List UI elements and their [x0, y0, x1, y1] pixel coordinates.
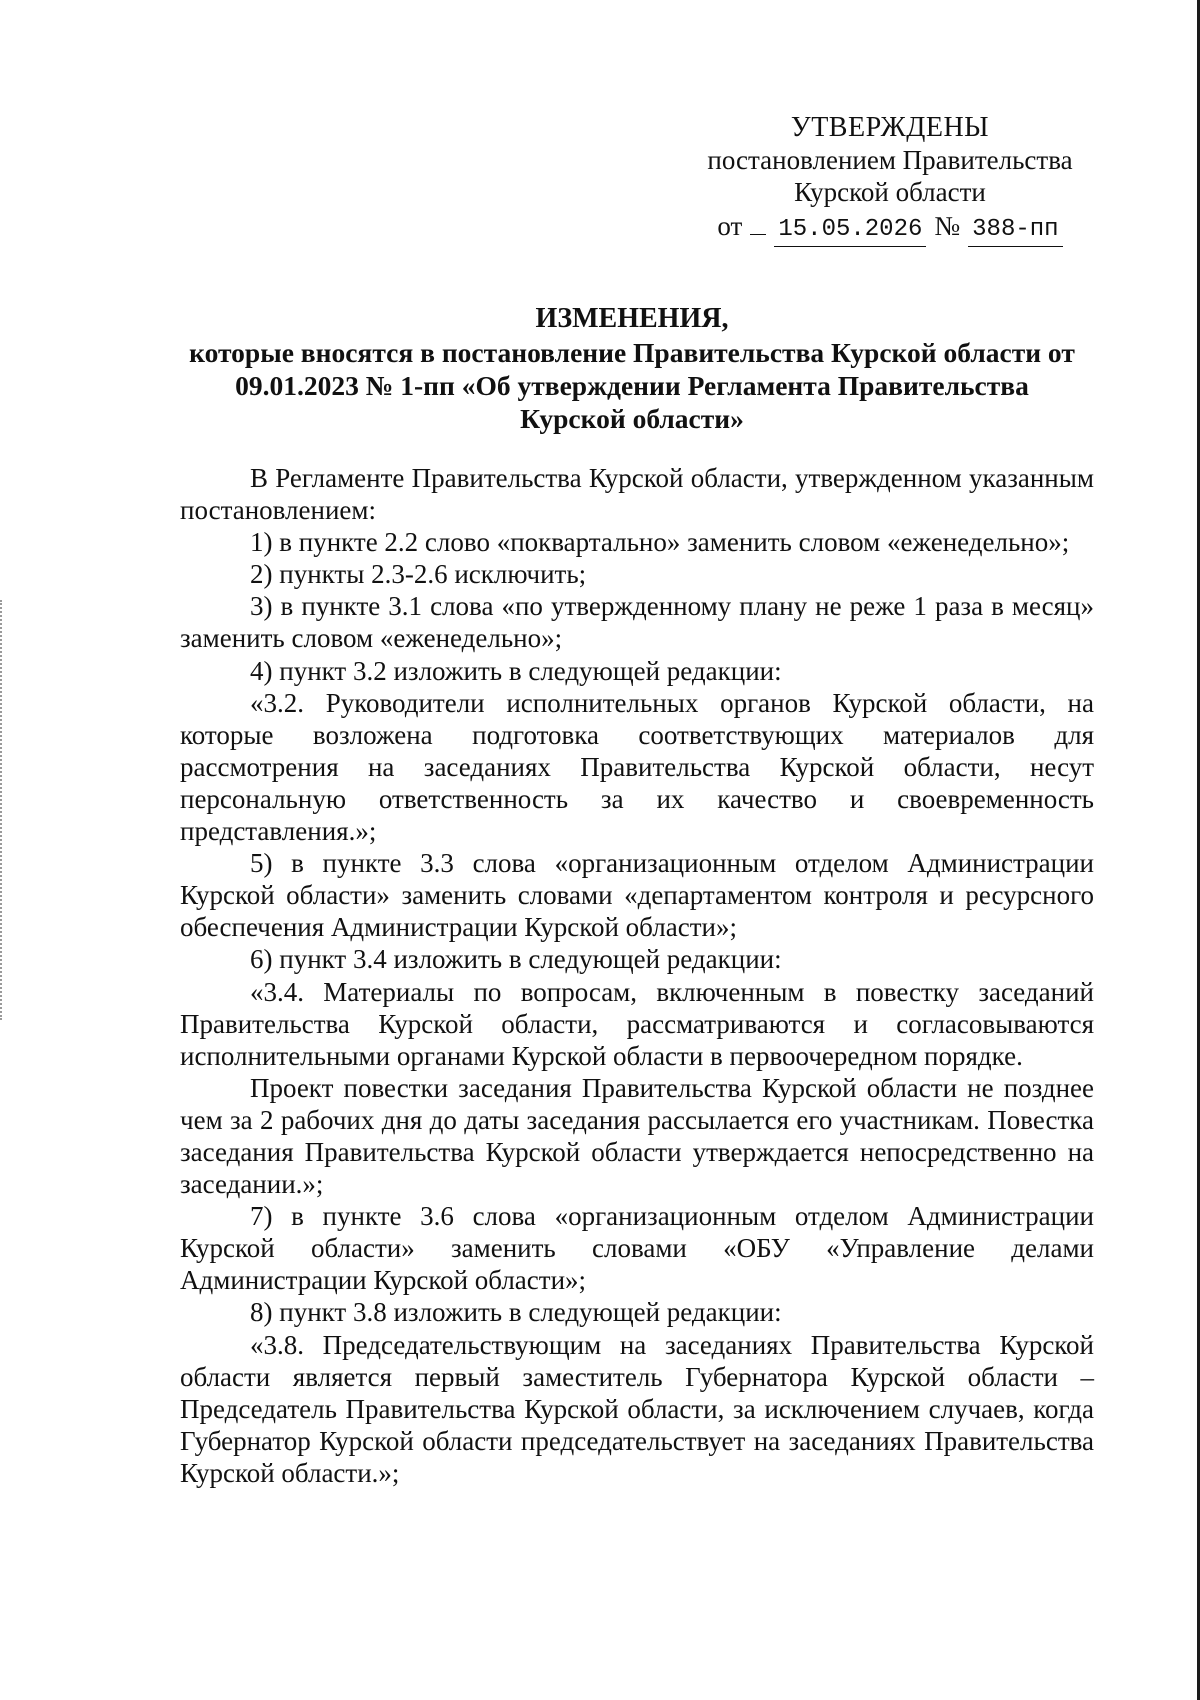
paragraph-clause-3-8: «3.8. Председательствующим на заседаниях Правительства Курской области является первый заместитель Губернатора Курской области – Председатель Правительства Курской области, за исключением случаев, когда Губернатор Курской области председательствует на заседаниях Правительства Курской области.»; — [180, 1329, 1094, 1488]
paragraph-clause-3-2: «3.2. Руководители исполнительных органов Курской области, на которые возложена подготовка соответствующих материалов для рассмотрения на заседаниях Правительства Курской области, несут персональную ответственность за их качество и своевременность представления.»; — [180, 687, 1094, 847]
approval-line-2: Курской области — [794, 177, 986, 207]
scan-margin-marks — [0, 600, 4, 1020]
paragraph-item-7: 7) в пункте 3.6 слова «организационным отделом Администрации Курской области» заменить словами «ОБУ «Управление делами Администрации Курской области»; — [180, 1201, 1094, 1296]
paragraph-item-6: 6) пункт 3.4 изложить в следующей редакции: — [250, 944, 782, 975]
paragraph-clause-3-4-agenda: Проект повестки заседания Правительства Курской области не позднее чем за 2 рабочих дня до даты заседания рассылается его участникам. Повестка заседания Правительства Курской области утверждается непосредственно на заседании.»; — [180, 1072, 1094, 1200]
title-sub-line-2: 09.01.2023 № 1-пп «Об утверждении Регламента Правительства — [235, 370, 1029, 401]
approval-title: УТВЕРЖДЕНЫ — [790, 112, 990, 143]
document-body — [180, 462, 1094, 1489]
title-sub-line-1: которые вносятся в постановление Правительства Курской области от — [189, 337, 1075, 368]
approval-number: 388-пп — [968, 214, 1062, 247]
paragraph-item-8: 8) пункт 3.8 изложить в следующей редакции: — [250, 1297, 782, 1328]
title-main: ИЗМЕНЕНИЯ, — [535, 303, 729, 334]
approval-stamp-block — [690, 112, 1090, 247]
date-blank-lead — [750, 234, 766, 235]
paragraph-item-3: 3) в пункте 3.1 слова «по утвержденному плану не реже 1 раза в месяц» заменить словом «еженедельно»; — [180, 591, 1094, 654]
title-sub-line-3: Курской области» — [520, 403, 744, 434]
paragraph-intro: В Регламенте Правительства Курской области, утвержденном указанным постановлением: — [180, 463, 1094, 526]
paragraph-item-4: 4) пункт 3.2 изложить в следующей редакции: — [250, 655, 782, 686]
paragraph-clause-3-4: «3.4. Материалы по вопросам, включенным в повестку заседаний Правительства Курской области, рассматриваются и согласовываются исполнительными органами Курской области в первоочередном порядке. — [180, 976, 1094, 1071]
approval-date-line — [690, 210, 1090, 247]
approval-date: 15.05.2026 — [774, 214, 926, 247]
paragraph-item-5: 5) в пункте 3.3 слова «организационным отделом Администрации Курской области» заменить словами «департаментом контроля и ресурсного обеспечения Администрации Курской области»; — [180, 848, 1094, 943]
paragraph-item-1: 1) в пункте 2.2 слово «поквартально» заменить словом «еженедельно»; — [250, 527, 1070, 558]
paragraph-item-2: 2) пункты 2.3-2.6 исключить; — [250, 559, 587, 590]
approval-line-1: постановлением Правительства — [707, 145, 1073, 175]
number-label: № — [934, 211, 961, 241]
document-title — [160, 302, 1104, 435]
from-label: от — [717, 211, 743, 241]
